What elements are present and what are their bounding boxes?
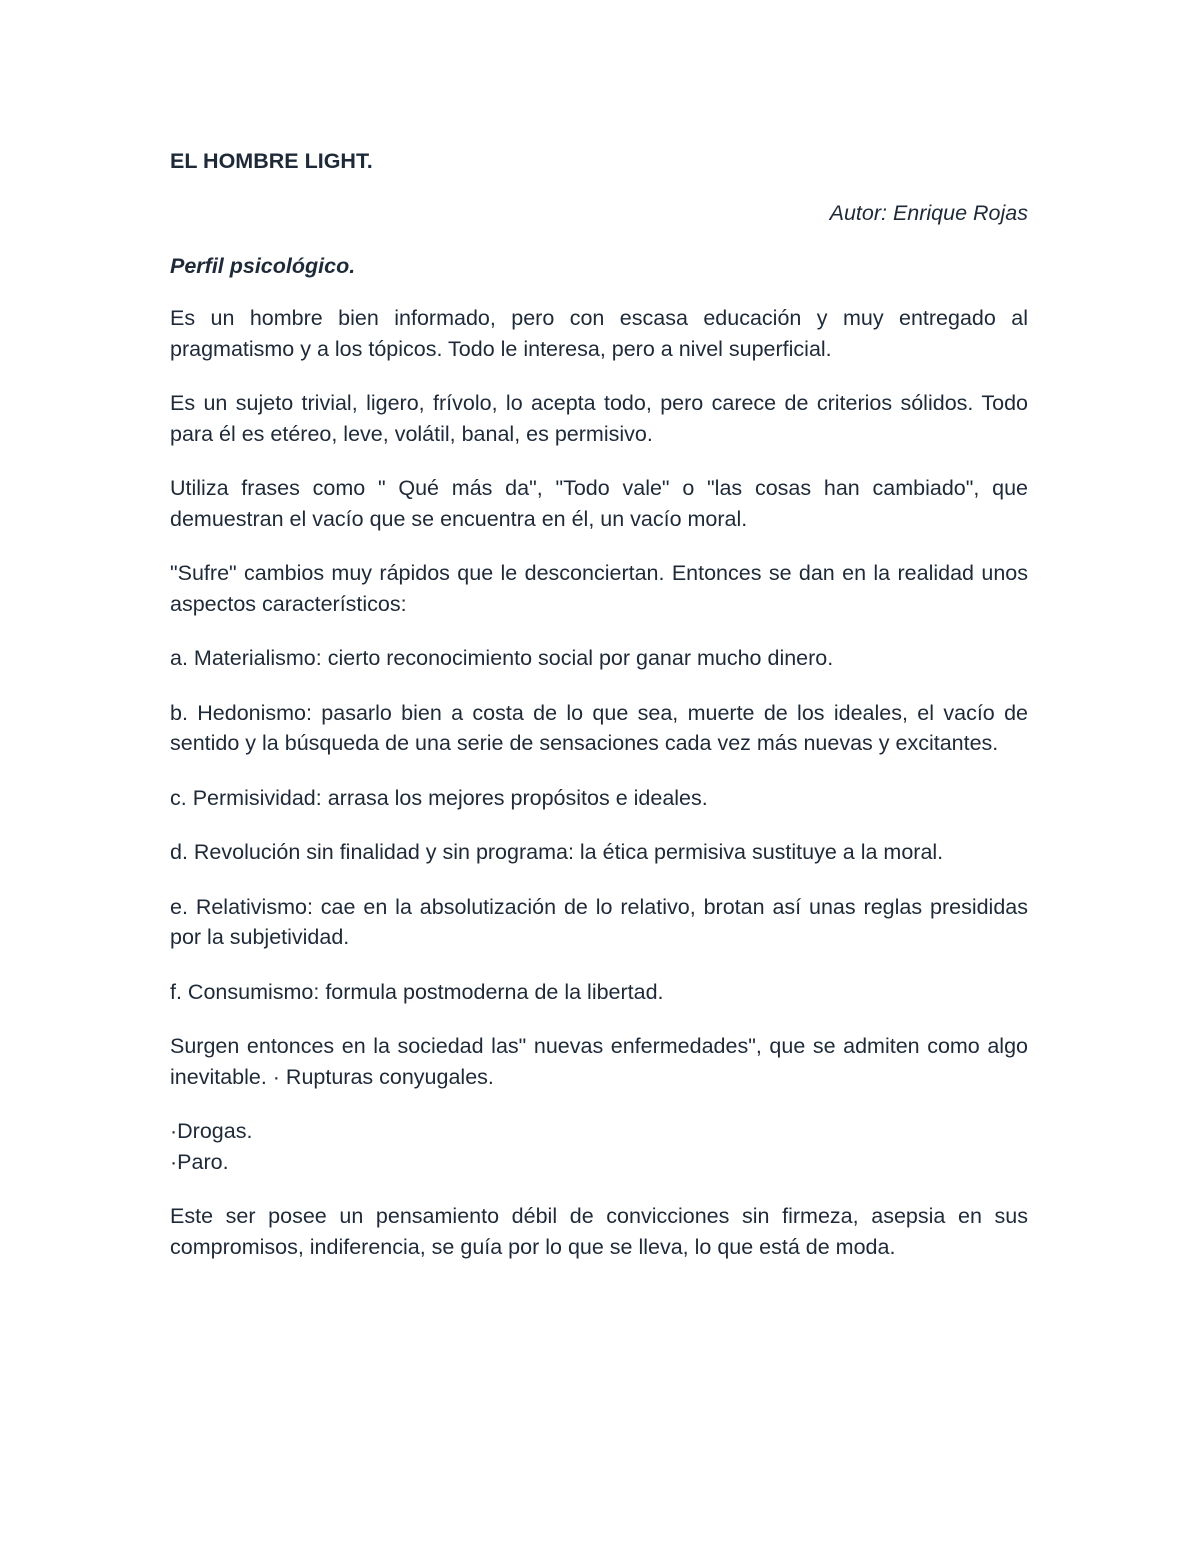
paragraph-item-d: d. Revolución sin finalidad y sin programa: la ética permisiva sustituye a la moral. [170,840,944,864]
paragraph-item-b: b. Hedonismo: pasarlo bien a costa de lo que sea, muerte de los ideales, el vacío de sentido y la búsqueda de una serie de sensaciones cada vez más nuevas y excitantes. [170,700,1028,755]
bullet-item: ·Paro. [170,1149,229,1174]
paragraph-changes: "Sufre" cambios muy rápidos que le desconciertan. Entonces se dan en la realidad unos aspectos característicos: [170,561,1028,616]
bullet-item: ·Drogas. [170,1119,253,1143]
section-subtitle: Perfil psicológico. [170,253,356,278]
bullet-list [170,1116,1028,1177]
paragraph-item-a: a. Materialismo: cierto reconocimiento social por ganar mucho dinero. [170,646,834,670]
paragraph-diseases: Surgen entonces en la sociedad las" nuevas enfermedades", que se admiten como algo inevitable. · Rupturas conyugales. [170,1034,1028,1089]
document-author: Autor: Enrique Rojas [829,201,1028,225]
paragraph-item-e: e. Relativismo: cae en la absolutización de lo relativo, brotan así unas reglas presididas por la subjetividad. [170,894,1028,949]
paragraph-item-f: f. Consumismo: formula postmoderna de la libertad. [170,979,664,1004]
paragraph-item-c: c. Permisividad: arrasa los mejores propósitos e ideales. [170,785,708,810]
document-page [170,146,1028,1286]
document-title: EL HOMBRE LIGHT. [170,149,373,173]
paragraph-closing: Este ser posee un pensamiento débil de convicciones sin firmeza, asepsia en sus compromisos, indiferencia, se guía por lo que se lleva, lo que está de moda. [170,1204,1028,1259]
paragraph-intro: Es un hombre bien informado, pero con escasa educación y muy entregado al pragmatismo y a los tópicos. Todo le interesa, pero a nivel superficial. [170,306,1028,361]
paragraph-trivial: Es un sujeto trivial, ligero, frívolo, lo acepta todo, pero carece de criterios sólidos. Todo para él es etéreo, leve, volátil, banal, es permisivo. [170,391,1028,446]
paragraph-phrases: Utiliza frases como " Qué más da", "Todo vale" o "las cosas han cambiado", que demuestran el vacío que se encuentra en él, un vacío moral. [170,476,1028,531]
